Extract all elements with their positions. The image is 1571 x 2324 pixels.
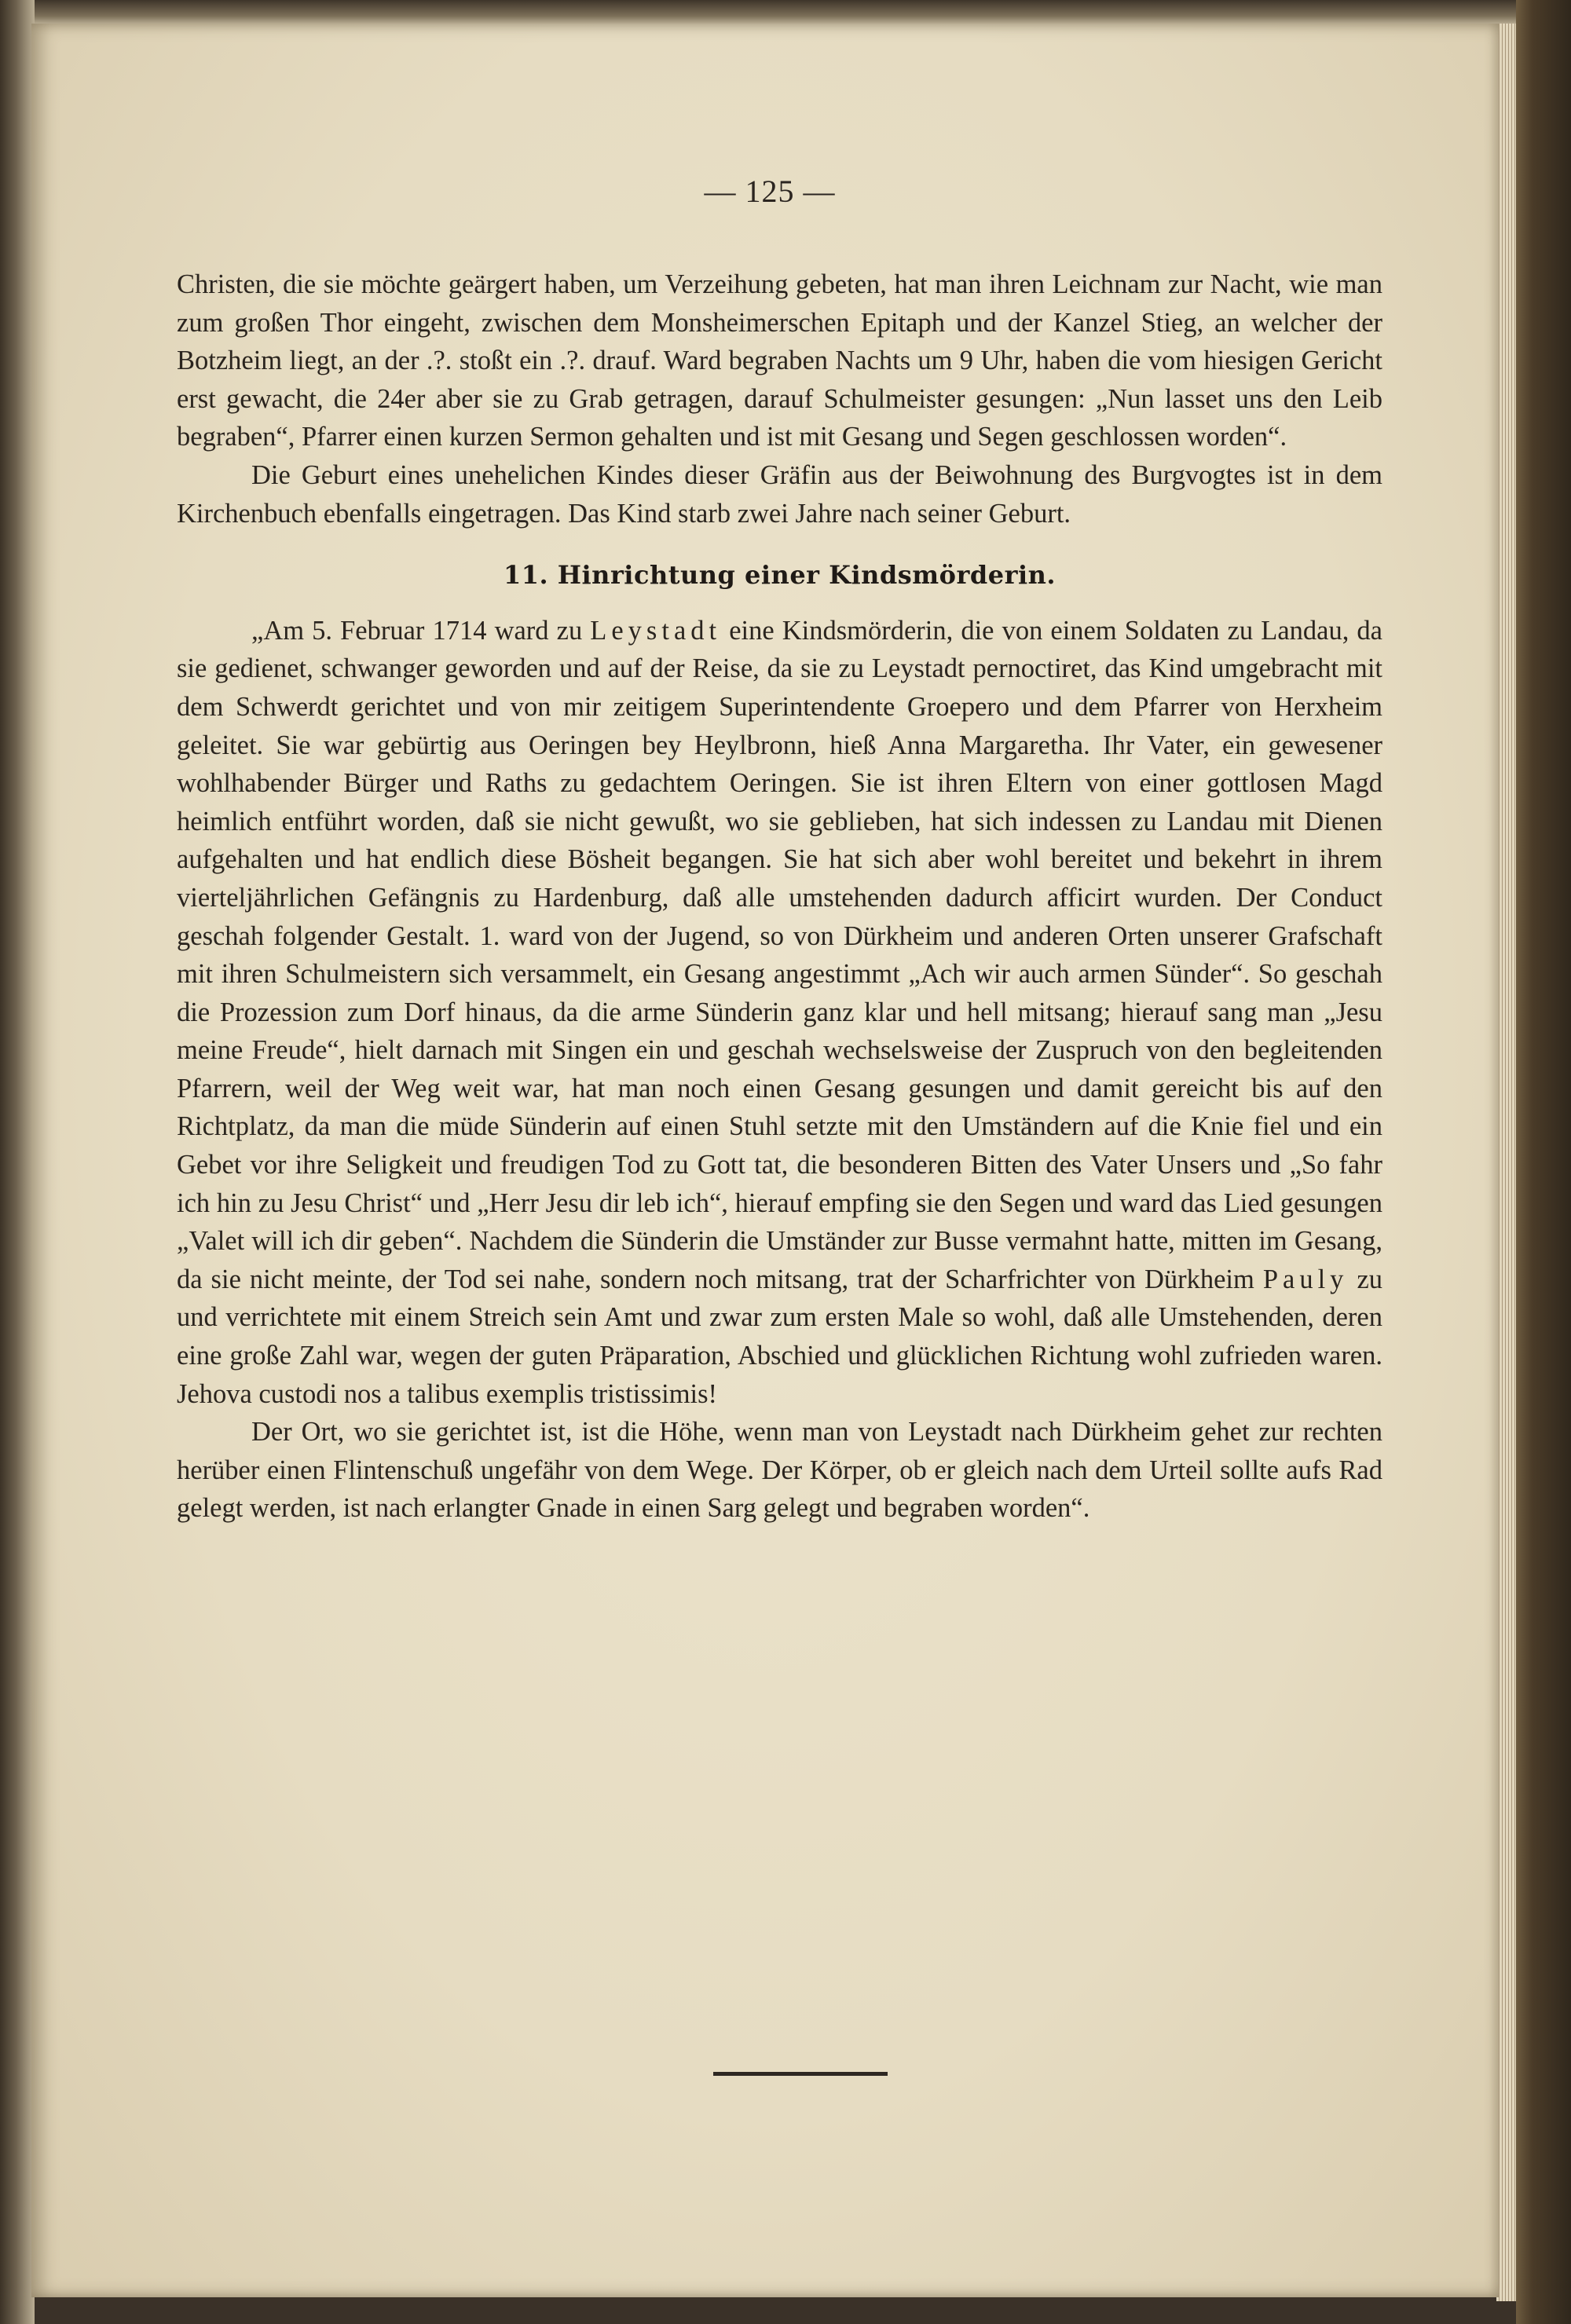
- book-page: [31, 24, 1499, 2297]
- paragraph-1: Christen, die sie möchte geärgert haben, um Verzeihung gebeten, hat man ihren Leichnam zur Nacht, wie man zum großen Thor eingeht, zwischen dem Monsheimerschen Epitaph und der Kanzel Stieg, an welcher der Botzheim liegt, an der .?. stoßt ein .?. drauf. Ward begraben Nachts um 9 Uhr, haben die vom hiesigen Gericht erst gewacht, die 24er aber sie zu Grab getragen, darauf Schulmeister gesungen: „Nun lasset uns den Leib begraben“, Pfarrer einen kurzen Sermon gehalten und ist mit Gesang und Segen geschlossen worden“.: [177, 269, 1382, 452]
- book-binding-left: [0, 0, 35, 2324]
- executioner-name-emphasis: Pauly: [1262, 1264, 1349, 1294]
- section-heading: 11. Hinrichtung einer Kindsmörderin.: [503, 560, 1056, 591]
- place-name-emphasis: Leystadt: [590, 615, 722, 646]
- closing-rule: [713, 2072, 888, 2076]
- book-cover-right: [1516, 0, 1571, 2324]
- paragraph-3: [177, 612, 1382, 1413]
- page-text: [177, 265, 1382, 1528]
- paragraph-3-main: eine Kindsmörderin, die von einem Soldaten zu Landau, da sie gedienet, schwanger geworden und auf der Reise, da sie zu Leystadt pernoctiret, das Kind umgebracht mit dem Schwerdt gerichtet und von mir zeitigem Superintendente Groepero und dem Pfarrer von Herxheim geleitet. Sie war gebürtig aus Oeringen bey Heylbronn, hieß Anna Margaretha. Ihr Vater, ein gewesener wohlhabender Bürger und Raths zu gedachtem Oeringen. Sie ist ihren Eltern von einer gottlosen Magd heimlich entführt worden, daß sie nicht gewußt, wo sie geblieben, hat sich indessen zu Landau mit Dienen aufgehalten und hat endlich diese Bösheit begangen. Sie hat sich aber wohl bereitet und bekehrt in ihrem vierteljährlichen Gefängnis zu Hardenburg, daß alle umstehenden dadurch afficirt wurden. Der Conduct geschah folgender Gestalt. 1. ward von der Jugend, so von Dürkheim und anderen Orten unserer Grafschaft mit ihren Schulmeistern sich versammelt, ein Gesang angestimmt „Ach wir auch armen Sünder“. So geschah die Prozession zum Dorf hinaus, da die arme Sünderin ganz klar und hell mitsang; hierauf sang man „Jesu meine Freude“, hielt darnach mit Singen ein und geschah wechselsweise der Zuspruch von den begleitenden Pfarrern, weil der Weg weit war, hat man noch einen Gesang gesungen und damit gereicht bis auf den Richtplatz, da man die müde Sünderin auf einen Stuhl setzte mit den Umständern auf die Knie fiel und ein Gebet vor ihre Seligkeit und freudigen Tod zu Gott tat, die besonderen Bitten des Vater Unsers und „So fahr ich hin zu Jesu Christ“ und „Herr Jesu dir leb ich“, hierauf empfing sie den Segen und ward das Lied gesungen „Valet will ich dir geben“. Nachdem die Sünderin die Umständer zur Busse vermahnt hatte, mitten im Gesang, da sie nicht meinte, der Tod sei nahe, sondern noch mitsang, trat der Scharfrichter von Dürkheim: [177, 615, 1382, 1294]
- paragraph-3-intro: „Am 5. Februar 1714 ward zu: [251, 615, 583, 646]
- paragraph-2: Die Geburt eines unehelichen Kindes dieser Gräfin aus der Beiwohnung des Burgvogtes ist in dem Kirchenbuch ebenfalls eingetragen. Das Kind starb zwei Jahre nach seiner Geburt.: [177, 459, 1382, 529]
- page-number: — 125 —: [704, 174, 836, 209]
- top-book-edge: [0, 0, 1571, 27]
- paragraph-3-end: zu und verrichtete mit einem Streich sein Amt und zwar zum ersten Male so wohl, daß alle Umstehenden, deren eine große Zahl war, wegen der guten Präparation, Abschied und glücklichen Richtung wohl zufrieden waren. Jehova custodi nos a talibus exemplis tristissimis!: [177, 1264, 1383, 1409]
- paragraph-4: Der Ort, wo sie gerichtet ist, ist die Höhe, wenn man von Leystadt nach Dürkheim gehet zur rechten herüber einen Flintenschuß ungefähr von dem Wege. Der Körper, ob er gleich nach dem Urteil sollte aufs Rad gelegt werden, ist nach erlangter Gnade in einen Sarg gelegt und begraben worden“.: [177, 1417, 1382, 1524]
